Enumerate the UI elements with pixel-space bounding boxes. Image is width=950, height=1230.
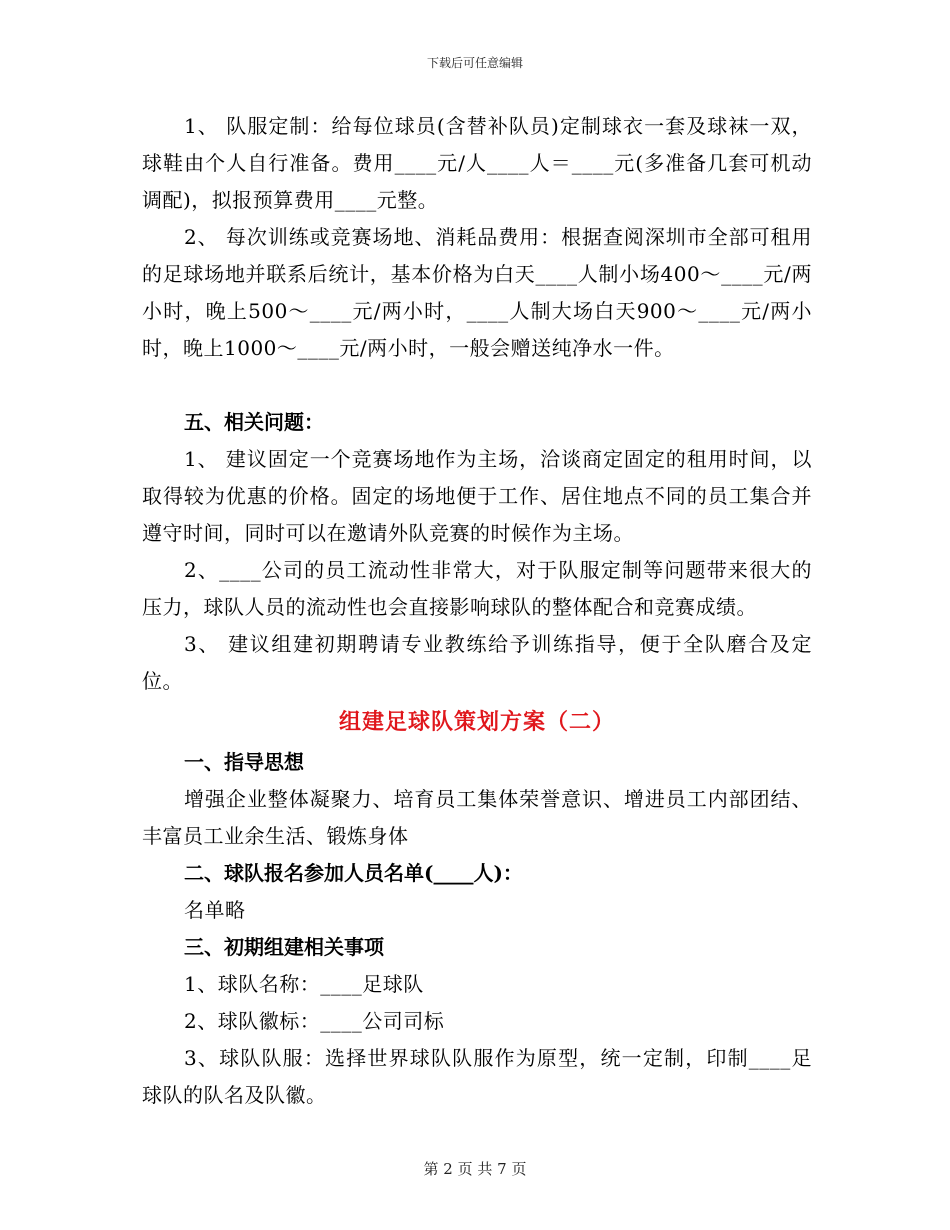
setup-item-team-logo: 2、球队徽标：____公司司标 xyxy=(184,1009,445,1033)
spacer xyxy=(142,367,812,404)
roster-text: 名单略 xyxy=(184,898,246,922)
plan-two-title: 组建足球队策划方案（二） xyxy=(338,709,615,735)
setup-heading: 三、初期组建相关事项 xyxy=(184,935,384,959)
budget-item-uniform: 1、 队服定制：给每位球员(含替补队员)定制球衣一套及球袜一双，球鞋由个人自行准备。费用____元/人____人＝____元(多准备几套可机动调配)，拟报预算费用____元整。 xyxy=(142,114,812,212)
guiding-text: 增强企业整体凝聚力、培育员工集体荣誉意识、增进员工内部团结、丰富员工业余生活、锻炼身体 xyxy=(142,787,812,848)
budget-item-venue: 2、 每次训练或竞赛场地、消耗品费用：根据查阅深圳市全部可租用的足球场地并联系后统计，基本价格为白天____人制小场400～____元/两小时，晚上500～____元/两小时，____人制大场白天900～____元/两小时，晚上1000～____元/两小时，一般会赠送纯净水一件。 xyxy=(142,225,812,360)
roster-heading: 二、球队报名参加人员名单(____人)： xyxy=(184,861,523,885)
guiding-heading: 一、指导思想 xyxy=(184,750,304,774)
page-indicator: 第 2 页 共 7 页 xyxy=(423,1160,527,1178)
document-body xyxy=(142,108,812,1114)
issues-item-coach: 3、 建议组建初期聘请专业教练给予训练指导，便于全队磨合及定位。 xyxy=(142,632,812,693)
issues-item-home-field: 1、 建议固定一个竞赛场地作为主场，洽谈商定固定的租用时间，以取得较为优惠的价格。固定的场地便于工作、居住地点不同的员工集合并遵守时间，同时可以在邀请外队竞赛的时候作为主场。 xyxy=(142,447,812,545)
issues-item-turnover: 2、____公司的员工流动性非常大，对于队服定制等问题带来很大的压力，球队人员的流动性也会直接影响球队的整体配合和竞赛成绩。 xyxy=(142,558,812,619)
setup-item-team-name: 1、球队名称：____足球队 xyxy=(184,972,424,996)
header-note: 下载后可任意编辑 xyxy=(426,56,523,70)
issues-heading: 五、相关问题： xyxy=(184,410,324,434)
setup-item-team-uniform: 3、球队队服：选择世界球队队服作为原型，统一定制，印制____足球队的队名及队徽。 xyxy=(142,1046,812,1107)
